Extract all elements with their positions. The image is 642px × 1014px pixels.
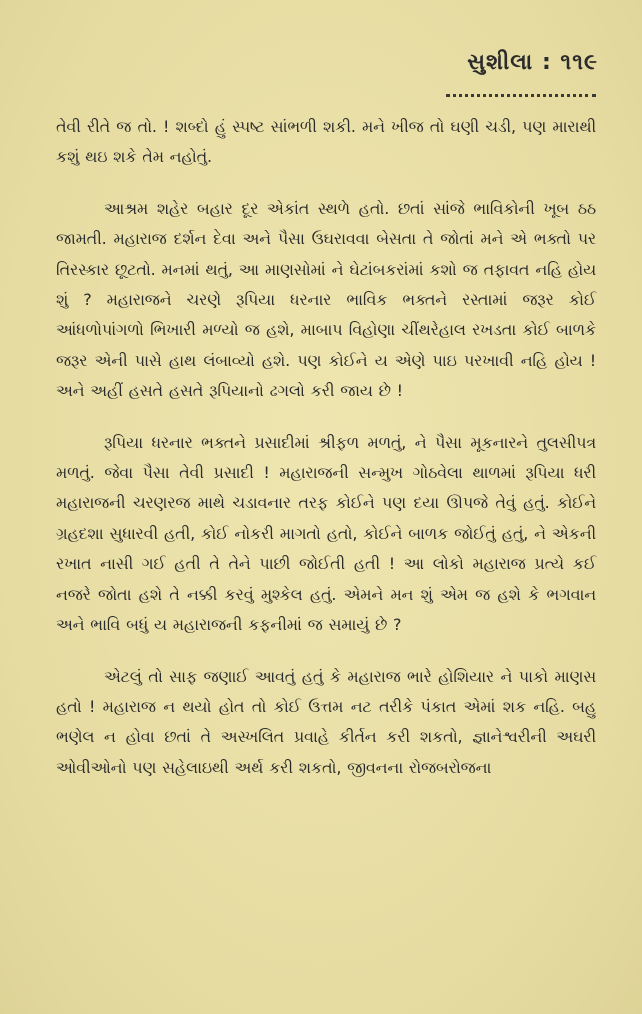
paragraph-1: તેવી રીતે જ તો. ! શબ્દો હું સ્પષ્ટ સાંભળી શકી. મને ખીજ તો ઘણી ચડી, પણ મારાથી કશું થઇ શકે તેમ નહોતું. bbox=[56, 117, 596, 167]
running-head: સુશીલા : ૧૧૯ bbox=[467, 50, 598, 75]
body-text bbox=[56, 112, 596, 804]
paragraph-2: આશ્રમ શહેર બહાર દૂર એકાંત સ્થળે હતો. છતાં સાંજે ભાવિકોની ખૂબ ઠઠ જામતી. મહારાજ દર્શન દેવા અને પૈસા ઉઘરાવવા બેસતા તે જોતાં મને એ ભક્તો પર તિરસ્કાર છૂટતો. મનમાં થતું, આ માણસોમાં ને ઘેટાંબકરાંમાં કશો જ તફાવત નહિ હોય શું ? મહારાજને ચરણે રૂપિયા ધરનાર ભાવિક ભક્તને રસ્તામાં જરૂર કોઈ આંધળોપાંગળો ભિખારી મળ્યો જ હશે, માબાપ વિહોણા ચીંથરેહાલ રખડતા કોઈ બાળકે જરૂર એની પાસે હાથ લંબાવ્યો હશે. પણ કોઈને ય એણે પાઇ પરખાવી નહિ હોય ! અને અહીં હસતે હસતે રૂપિયાનો ઢગલો કરી જાય છે ! bbox=[56, 198, 596, 401]
header-dotted-rule bbox=[446, 94, 596, 97]
paragraph-4: એટલું તો સાફ જણાઈ આવતું હતું કે મહારાજ ભારે હોશિયાર ને પાકો માણસ હતો ! મહારાજ ન થયો હોત તો કોઈ ઉત્તમ નટ તરીકે પંકાત એમાં શક નહિ. બહુ ભણેલ ન હોવા છતાં તે અસ્ખલિત પ્રવાહે કીર્તન કરી શકતો, જ્ઞાનેશ્વરીની અઘરી ઓવીઓનો પણ સહેલાઇથી અર્થ કરી શકતો, જીવનના રોજબરોજના bbox=[56, 666, 596, 777]
paragraph-3: રૂપિયા ધરનાર ભક્તને પ્રસાદીમાં શ્રીફળ મળતું, ને પૈસા મૂકનારને તુલસીપત્ર મળતું. જેવા પૈસા તેવી પ્રસાદી ! મહારાજની સન્મુખ ગોઠવેલા થાળમાં રૂપિયા ધરી મહારાજની ચરણરજ માથે ચડાવનાર તરફ કોઈને પણ દયા ઊપજે તેવું હતું. કોઈને ગ્રહદશા સુધારવી હતી, કોઈ નોકરી માગતો હતો, કોઈને બાળક જોઈતું હતું, ને એકની રખાત નાસી ગઈ હતી તે તેને પાછી જોઈતી હતી ! આ લોકો મહારાજ પ્રત્યે કઈ નજરે જોતા હશે તે નક્કી કરવું મુશ્કેલ હતું. એમને મન શું એમ જ હશે કે ભગવાન અને ભાવિ બધું ય મહારાજની કફનીમાં જ સમાયું છે ? bbox=[56, 432, 596, 635]
